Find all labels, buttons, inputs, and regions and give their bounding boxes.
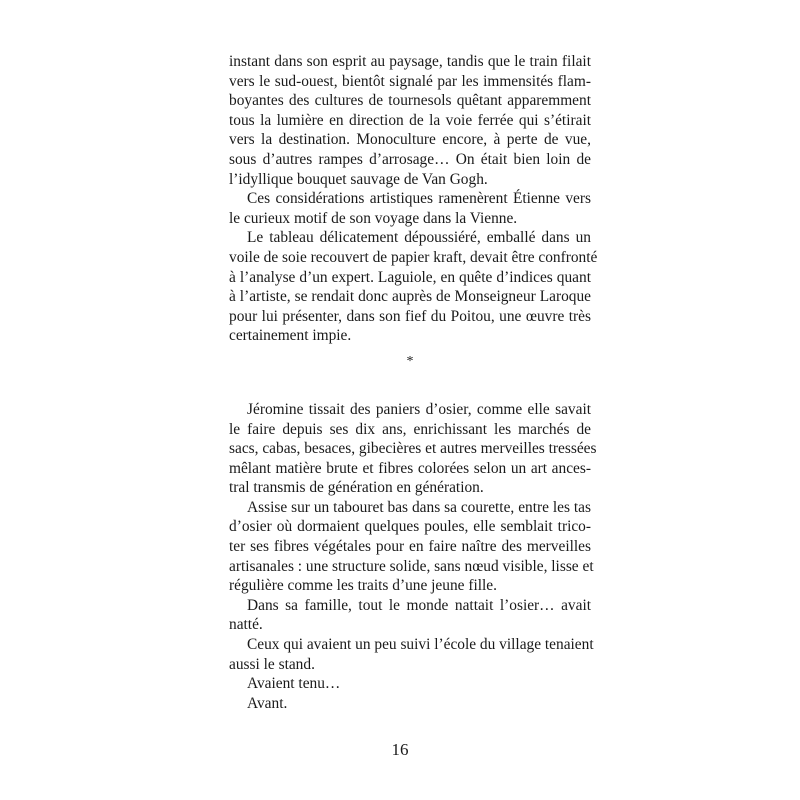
paragraph (229, 694, 591, 714)
text-line: Jéromine tissait des paniers d’osier, comme elle savait (247, 400, 591, 418)
paragraph (229, 635, 594, 674)
paragraph (229, 596, 591, 635)
text-line: Le tableau délicatement dépoussiéré, emballé dans un (247, 229, 591, 247)
text-line: Assise sur un tabouret bas dans sa courette, entre les tas (247, 498, 591, 516)
text-line: d’osier où dormaient quelques poules, elle semblait trico- (229, 518, 591, 536)
text-line: sacs, cabas, besaces, gibecières et autres merveilles tressées (229, 440, 597, 458)
section-separator: * (406, 353, 414, 369)
page-number: 16 (391, 740, 409, 759)
book-page-text (229, 52, 598, 713)
text-line: natté. (229, 616, 263, 634)
text-line: ter ses fibres végétales pour en faire naître des merveilles (229, 538, 591, 556)
paragraph (229, 498, 594, 596)
text-line: vers le sud-ouest, bientôt signalé par les immensités flam- (229, 72, 591, 90)
text-line: tral transmis de génération en génération. (229, 479, 484, 497)
text-line: boyantes des cultures de tournesols quêtant apparemment (229, 92, 591, 110)
text-line: le curieux motif de son voyage dans la Vienne. (229, 209, 518, 227)
text-line: Ceux qui avaient un peu suivi l’école du village tenaient (247, 636, 594, 654)
paragraph (229, 400, 597, 498)
text-line: sous d’autres rampes d’arrosage… On était bien loin de (229, 150, 591, 168)
text-line: artisanales : une structure solide, sans nœud visible, lisse et (229, 557, 594, 575)
text-section-1 (229, 52, 598, 346)
text-line: l’idyllique bouquet sauvage de Van Gogh. (229, 170, 488, 188)
text-line: pour lui présenter, dans son fief du Poitou, une œuvre très (229, 307, 591, 325)
paragraph (229, 228, 598, 346)
paragraph (229, 52, 591, 189)
text-line: régulière comme les traits d’une jeune fille. (229, 577, 497, 595)
text-line: à l’artiste, se rendait donc auprès de Monseigneur Laroque (229, 288, 591, 306)
text-line: aussi le stand. (229, 655, 315, 673)
text-line: Avant. (247, 694, 288, 712)
text-line: Dans sa famille, tout le monde nattait l’osier… avait (247, 596, 591, 614)
text-line: Avaient tenu… (247, 675, 341, 693)
text-line: le faire depuis ses dix ans, enrichissant les marchés de (229, 420, 591, 438)
text-line: vers la destination. Monoculture encore, à perte de vue, (229, 131, 591, 149)
paragraph (229, 189, 591, 228)
text-line: à l’analyse d’un expert. Laguiole, en quête d’indices quant (229, 268, 591, 286)
text-line: mêlant matière brute et fibres colorées selon un art ances- (229, 459, 591, 477)
paragraph (229, 674, 591, 694)
text-line: voile de soie recouvert de papier kraft, devait être confronté (229, 248, 598, 266)
text-line: instant dans son esprit au paysage, tandis que le train filait (229, 53, 591, 70)
text-line: certainement impie. (229, 327, 352, 345)
text-line: Ces considérations artistiques ramenèrent Étienne vers (247, 190, 591, 208)
text-section-2 (229, 400, 597, 714)
text-line: tous la lumière en direction de la voie ferrée qui s’étirait (229, 111, 591, 129)
